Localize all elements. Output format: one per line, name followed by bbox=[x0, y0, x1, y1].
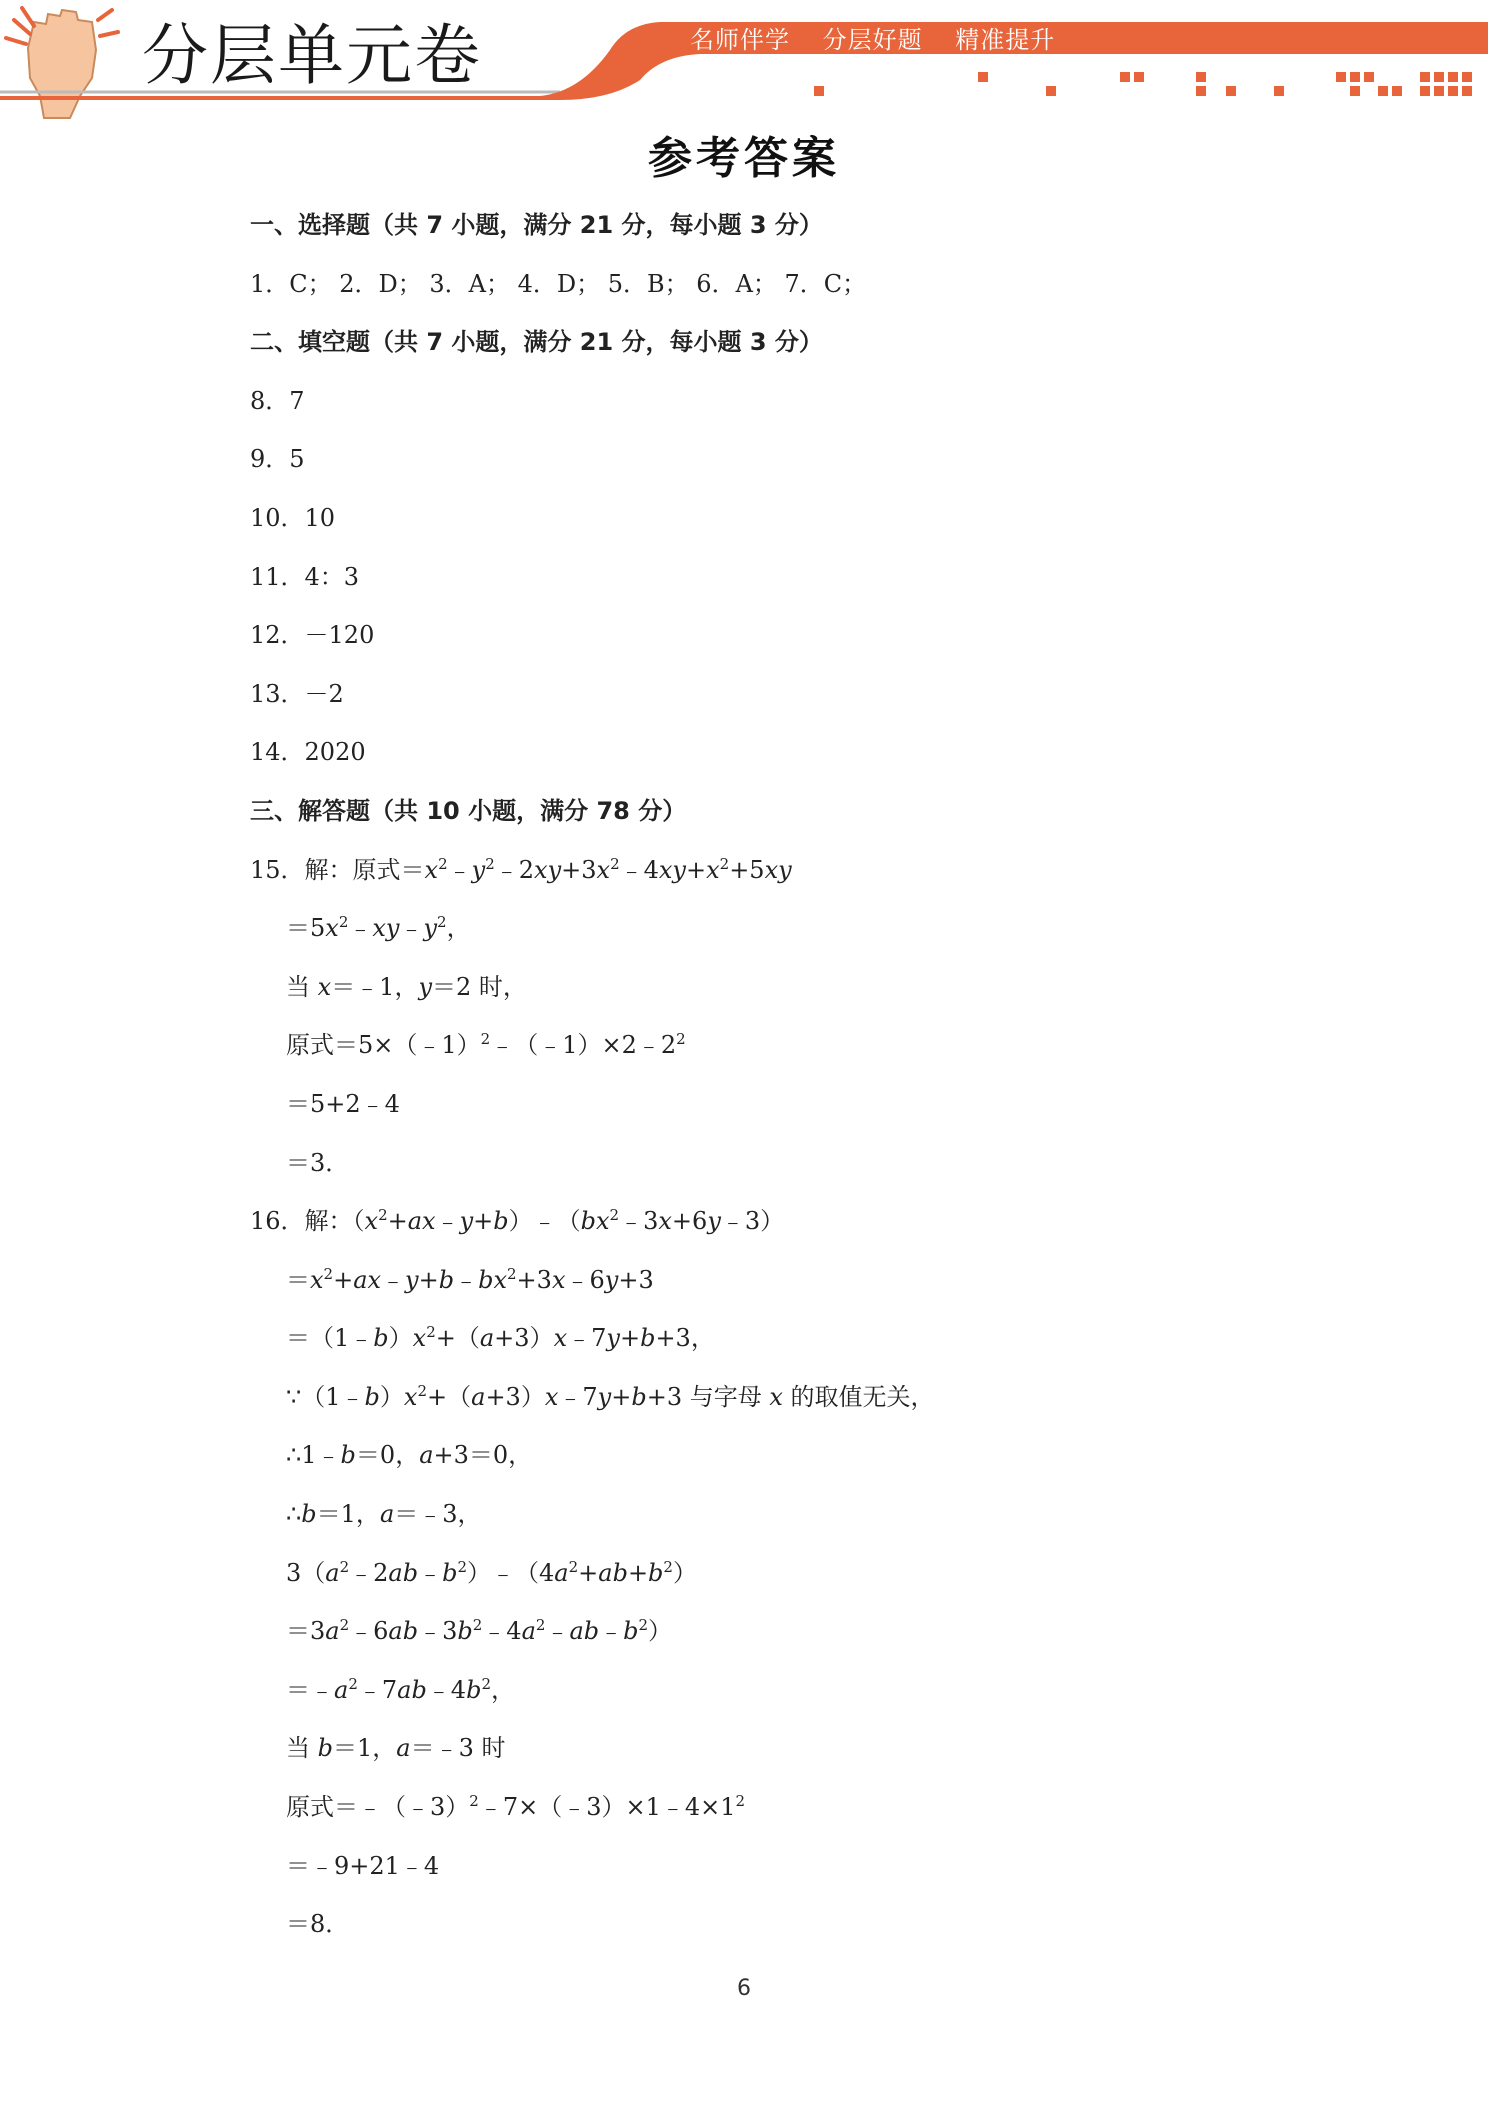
solution-16-line: $=﹣a^2﹣7ab﹣4b^2$， bbox=[286, 1674, 516, 1704]
fill-answer: 13．－2 bbox=[250, 679, 344, 708]
solution-16-line: ∴1﹣b＝0，a+3＝0， bbox=[286, 1441, 533, 1470]
slogan-item: 名师伴学 bbox=[690, 26, 790, 54]
fill-answer: 8．7 bbox=[250, 386, 305, 415]
solution-16-line: ＝﹣9+21﹣4 bbox=[286, 1851, 440, 1880]
solution-15-line: $=5x^2﹣xy﹣y^2$， bbox=[286, 913, 471, 943]
page-number: 6 bbox=[737, 1976, 751, 2001]
brand-title: 分层单元卷 bbox=[142, 17, 482, 94]
choice-answers: 1．C； 2．D； 3．A； 4．D； 5．B； 6．A； 7．C； bbox=[250, 269, 867, 298]
section-heading-fill: 二、填空题（共 7 小题，满分 21 分，每小题 3 分） bbox=[250, 328, 823, 357]
fill-answer: 9．5 bbox=[250, 445, 305, 474]
page-title: 参考答案 bbox=[648, 133, 840, 184]
solution-16-line: $=3a^2﹣6ab﹣3b^2﹣4a^2﹣ab﹣b^2$） bbox=[286, 1616, 673, 1646]
fist-logo-icon bbox=[6, 8, 118, 118]
solution-15-line: 15．解：原式$=x^2﹣y^2﹣2xy+3x^2﹣4xy+x^2+5xy$ bbox=[250, 854, 792, 884]
solution-16-line: ＝8． bbox=[286, 1910, 350, 1939]
solution-16-line: $\because(1﹣b)x^2+(a+3)x﹣7y+b+3$ 与字母 x 的取值无关， bbox=[286, 1381, 935, 1411]
solution-16-line: $3(a^2﹣2ab﹣b^2)﹣(4a^2+ab+b^2)$ bbox=[286, 1557, 697, 1587]
solution-15-line: ＝5+2﹣4 bbox=[286, 1089, 400, 1118]
page-header bbox=[0, 0, 1488, 130]
fill-answer: 10．10 bbox=[250, 503, 336, 532]
fill-answer: 12．－120 bbox=[250, 621, 375, 650]
solution-15-line: ＝3． bbox=[286, 1148, 350, 1177]
answer-content bbox=[250, 196, 1310, 1954]
slogan-item: 精准提升 bbox=[955, 26, 1056, 54]
fill-answer: 14．2020 bbox=[250, 738, 366, 767]
solution-16-line: ∴b＝1，a＝﹣3， bbox=[286, 1500, 482, 1529]
solution-16-line: 原式$=﹣(﹣3)^2﹣7\times(﹣3)\times 1﹣4\times 1^2$ bbox=[286, 1792, 746, 1822]
solution-16-line: 当 b＝1，a＝﹣3 时 bbox=[286, 1734, 506, 1763]
solution-15-line: 原式$=5\times(﹣1)^2﹣(﹣1)\times 2﹣2^2$ bbox=[286, 1030, 686, 1060]
section-heading-solve: 三、解答题（共 10 小题，满分 78 分） bbox=[250, 796, 687, 825]
solution-15-line: 当 x＝﹣1，y＝2 时， bbox=[286, 972, 527, 1001]
solution-16-line: 16．解：$(x^2+ax﹣y+b)﹣(bx^2﹣3x+6y﹣3)$ bbox=[250, 1206, 785, 1236]
section-heading-choice: 一、选择题（共 7 小题，满分 21 分，每小题 3 分） bbox=[250, 211, 823, 239]
slogan-item: 分层好题 bbox=[822, 26, 923, 54]
fill-answer: 11．4：3 bbox=[250, 562, 360, 591]
solution-16-line: $=x^2+ax﹣y+b﹣bx^2+3x﹣6y+3$ bbox=[286, 1264, 654, 1294]
header-slogan bbox=[690, 20, 1079, 55]
solution-16-line: $=(1﹣b)x^2+(a+3)x﹣7y+b+3$， bbox=[286, 1323, 715, 1353]
